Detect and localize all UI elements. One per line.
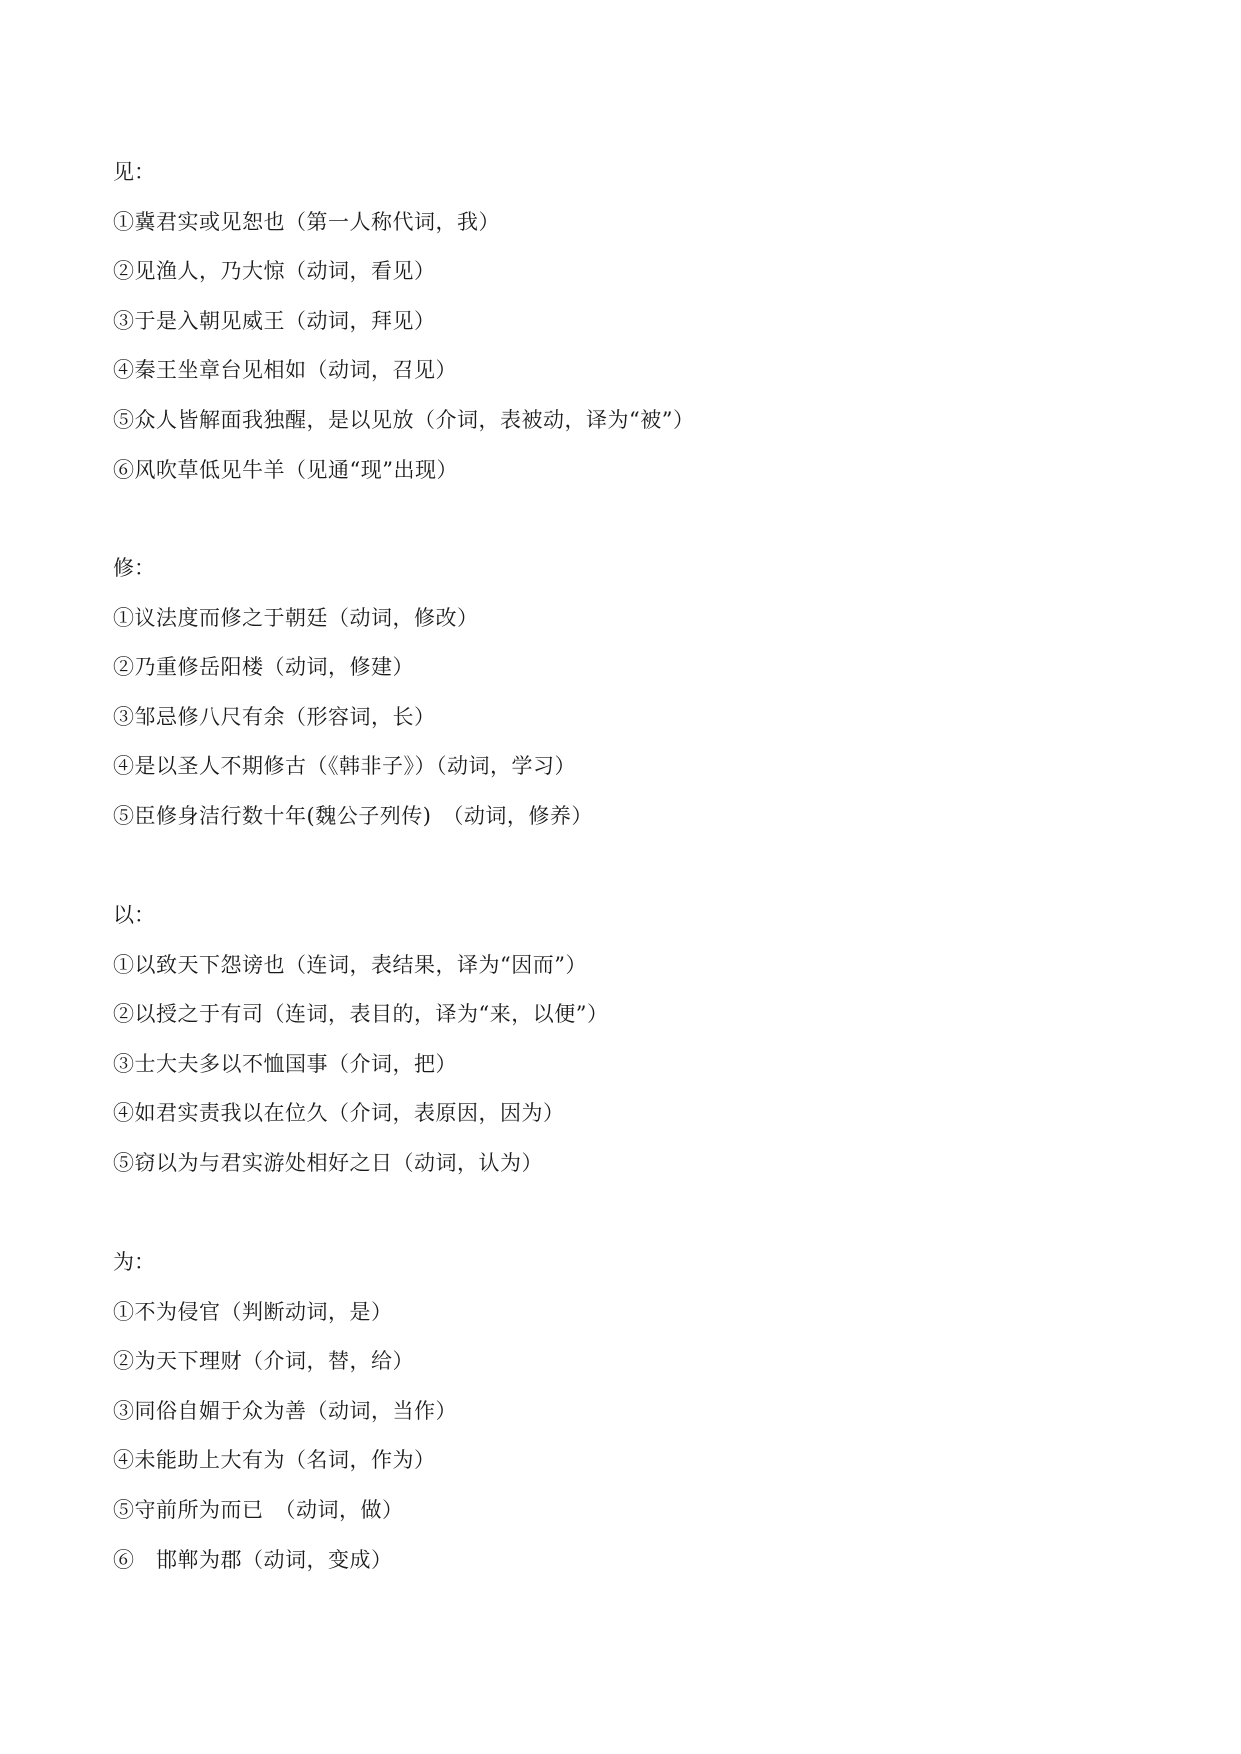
section-jian	[113, 148, 1113, 495]
example-item: ④秦王坐章台见相如（动词，召见）	[113, 358, 457, 383]
example-item: ②以授之于有司（连词，表目的，译为“来，以便”）	[113, 1002, 609, 1027]
section-heading: 见：	[113, 160, 155, 184]
example-item: ①不为侵官（判断动词，是）	[113, 1299, 393, 1324]
example-item: ④未能助上大有为（名词，作为）	[113, 1448, 436, 1473]
section-yi	[113, 891, 1113, 1189]
example-item: ⑤臣修身洁行数十年(魏公子列传) （动词，修养）	[113, 803, 593, 828]
section-heading: 修：	[113, 556, 155, 580]
section-heading: 以：	[113, 903, 155, 927]
example-item: ⑥风吹草低见牛羊（见通“现”出现）	[113, 457, 458, 482]
example-item: ⑤众人皆解面我独醒，是以见放（介词，表被动，译为“被”）	[113, 407, 695, 432]
example-item: ④如君实责我以在位久（介词，表原因，因为）	[113, 1101, 565, 1126]
example-item: ①议法度而修之于朝廷（动词，修改）	[113, 605, 479, 630]
example-item: ②乃重修岳阳楼（动词，修建）	[113, 655, 414, 680]
example-item: ③士大夫多以不恤国事（介词，把）	[113, 1051, 457, 1076]
section-xiu	[113, 544, 1113, 842]
example-item: ④是以圣人不期修古（《韩非子》）（动词，学习）	[113, 754, 576, 779]
example-item: ①以致天下怨谤也（连词，表结果，译为“因而”）	[113, 952, 587, 977]
example-item: ①冀君实或见恕也（第一人称代词，我）	[113, 209, 500, 234]
example-item: ③同俗自媚于众为善（动词，当作）	[113, 1398, 457, 1423]
example-item: ③邹忌修八尺有余（形容词，长）	[113, 704, 436, 729]
example-item: ⑤窃以为与君实游处相好之日（动词，认为）	[113, 1150, 543, 1175]
example-item: ⑥ 邯郸为郡（动词，变成）	[113, 1547, 393, 1572]
example-item: ③于是入朝见威王（动词，拜见）	[113, 308, 436, 333]
example-item: ②见渔人，乃大惊（动词，看见）	[113, 259, 436, 284]
section-heading: 为：	[113, 1250, 155, 1274]
example-item: ②为天下理财（介词，替，给）	[113, 1349, 414, 1374]
section-wei	[113, 1238, 1113, 1585]
example-item: ⑤守前所为而已 （动词，做）	[113, 1497, 404, 1522]
